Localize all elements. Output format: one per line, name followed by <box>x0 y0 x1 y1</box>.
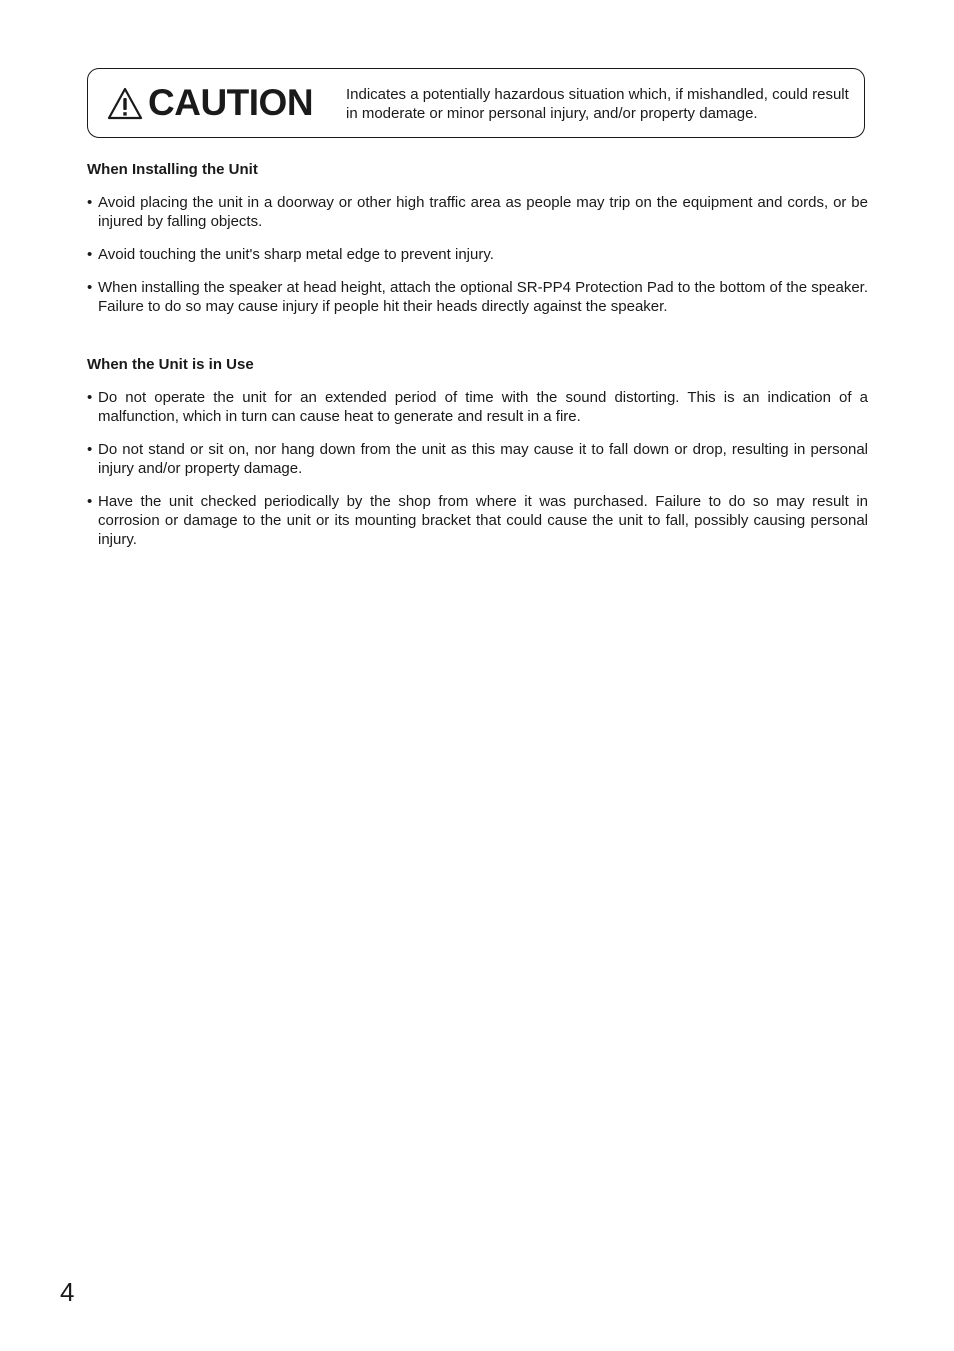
page-number: 4 <box>60 1277 75 1307</box>
bullet-list <box>87 193 868 316</box>
list-item-text: When installing the speaker at head height, attach the optional SR-PP4 Protection Pad to the bottom of the speaker. Failure to do so may cause injury if people hit their heads directly against the speaker. <box>98 279 868 315</box>
bullet-mark: • <box>87 389 93 406</box>
caution-heading <box>107 83 313 123</box>
section-heading: When Installing the Unit <box>87 161 258 178</box>
list-item <box>87 388 868 426</box>
list-item <box>87 193 868 231</box>
bullet-mark: • <box>87 493 93 510</box>
list-item-text: Do not operate the unit for an extended period of time with the sound distorting. This is an indication of a malfunction, which in turn can cause heat to generate and result in a fire. <box>98 389 868 425</box>
list-item <box>87 245 868 264</box>
bullet-list <box>87 388 868 549</box>
caution-title: CAUTION <box>148 82 314 123</box>
section-heading: When the Unit is in Use <box>87 356 254 373</box>
list-item <box>87 492 868 549</box>
caution-description: Indicates a potentially hazardous situation which, if mishandled, could result in moderate or minor personal injury, and/or property damage. <box>346 86 849 122</box>
section-in-use <box>87 355 868 563</box>
list-item-text: Do not stand or sit on, nor hang down from the unit as this may cause it to fall down or drop, resulting in personal injury and/or property damage. <box>98 441 868 477</box>
section-installing <box>87 160 868 330</box>
warning-triangle-icon <box>107 87 143 120</box>
list-item-text: Have the unit checked periodically by the shop from where it was purchased. Failure to do so may result in corrosion or damage to the unit or its mounting bracket that could cause the unit to fall, possibly causing personal injury. <box>98 493 868 548</box>
list-item <box>87 440 868 478</box>
list-item-text: Avoid touching the unit's sharp metal edge to prevent injury. <box>98 246 494 263</box>
list-item-text: Avoid placing the unit in a doorway or other high traffic area as people may trip on the equipment and cords, or be injured by falling objects. <box>98 194 868 230</box>
caution-box <box>87 68 865 138</box>
bullet-mark: • <box>87 279 93 296</box>
bullet-mark: • <box>87 246 93 263</box>
bullet-mark: • <box>87 441 93 458</box>
bullet-mark: • <box>87 194 93 211</box>
list-item <box>87 278 868 316</box>
